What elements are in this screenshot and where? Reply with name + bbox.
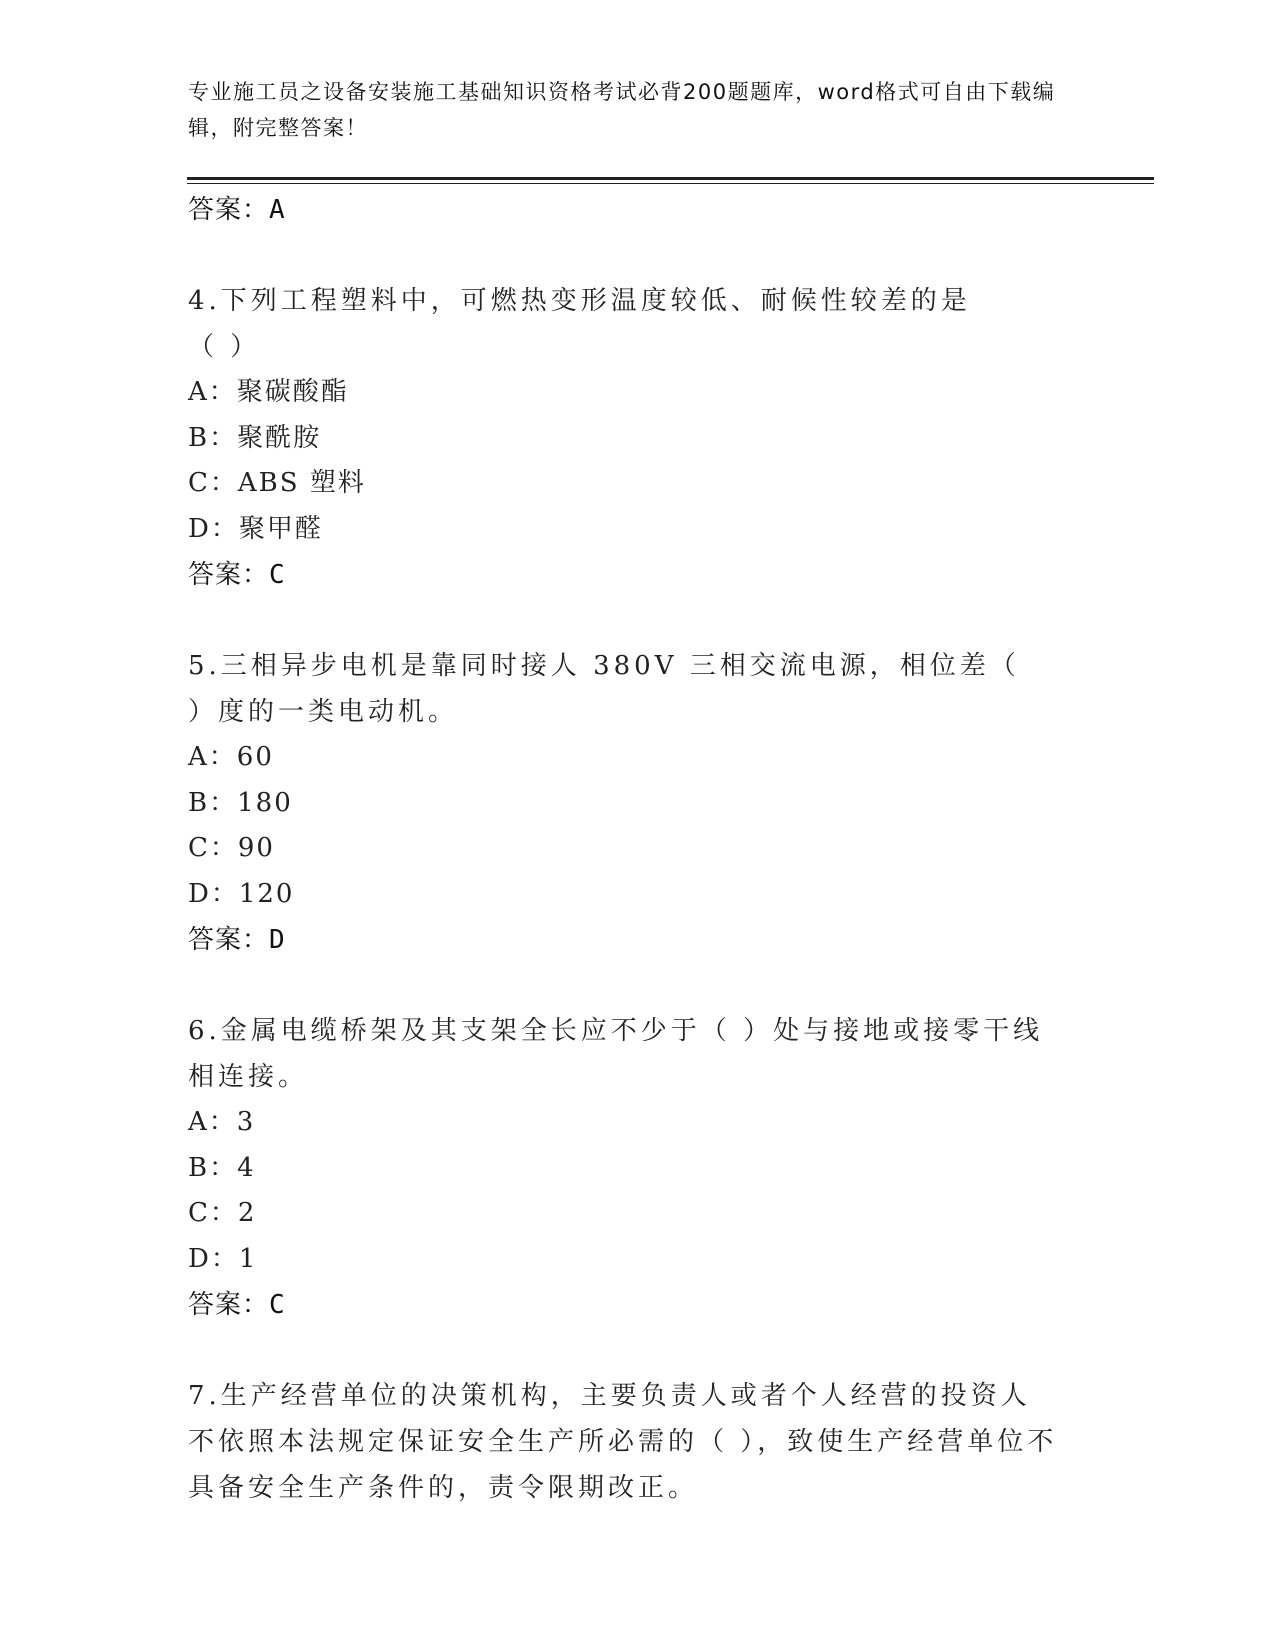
question-text: 7.生产经营单位的决策机构，主要负责人或者个人经营的投资人不依照本法规定保证安全生产所必需的（ ），致使生产经营单位不具备安全生产条件的，责令限期改正。 xyxy=(188,1381,1058,1503)
option-c: C：2 xyxy=(188,1198,257,1228)
header-divider xyxy=(187,177,1154,180)
question-item xyxy=(188,278,1088,598)
option-b: B：180 xyxy=(188,787,293,818)
question-item xyxy=(188,643,1088,963)
option-b: B：4 xyxy=(188,1152,256,1183)
spacer xyxy=(188,963,1088,1008)
spacer xyxy=(188,233,1088,278)
option-d: D：聚甲醛 xyxy=(188,513,323,544)
option-c: C：90 xyxy=(188,833,275,863)
header-divider-thin xyxy=(187,183,1154,184)
option-a: A：聚碳酸酯 xyxy=(188,377,349,407)
question-item xyxy=(188,1373,1088,1511)
question-text: 6.金属电缆桥架及其支架全长应不少于（ ）处与接地或接零干线相连接。 xyxy=(188,1016,1044,1092)
spacer xyxy=(188,1328,1088,1373)
question-list xyxy=(188,187,1088,1511)
option-c: C：ABS 塑料 xyxy=(188,468,366,498)
option-d: D：1 xyxy=(188,1243,258,1274)
question-item xyxy=(188,1008,1088,1328)
spacer xyxy=(188,598,1088,643)
answer-line: 答案：D xyxy=(188,925,286,955)
option-a: A：3 xyxy=(188,1107,256,1137)
answer-line: 答案：A xyxy=(188,195,286,225)
answer-line: 答案：C xyxy=(188,1290,286,1320)
question-text: 5.三相异步电机是靠同时接人 380V 三相交流电源，相位差（ ）度的一类电动机。 xyxy=(188,651,1020,727)
option-d: D：120 xyxy=(188,878,295,909)
question-text: 4.下列工程塑料中，可燃热变形温度较低、耐候性较差的是（ ） xyxy=(188,286,971,362)
option-a: A：60 xyxy=(188,742,274,772)
answer-line: 答案：C xyxy=(188,560,286,590)
option-b: B：聚酰胺 xyxy=(188,422,322,453)
document-header: 专业施工员之设备安装施工基础知识资格考试必背200题题库，word格式可自由下载编辑，附完整答案！ xyxy=(188,80,1056,140)
